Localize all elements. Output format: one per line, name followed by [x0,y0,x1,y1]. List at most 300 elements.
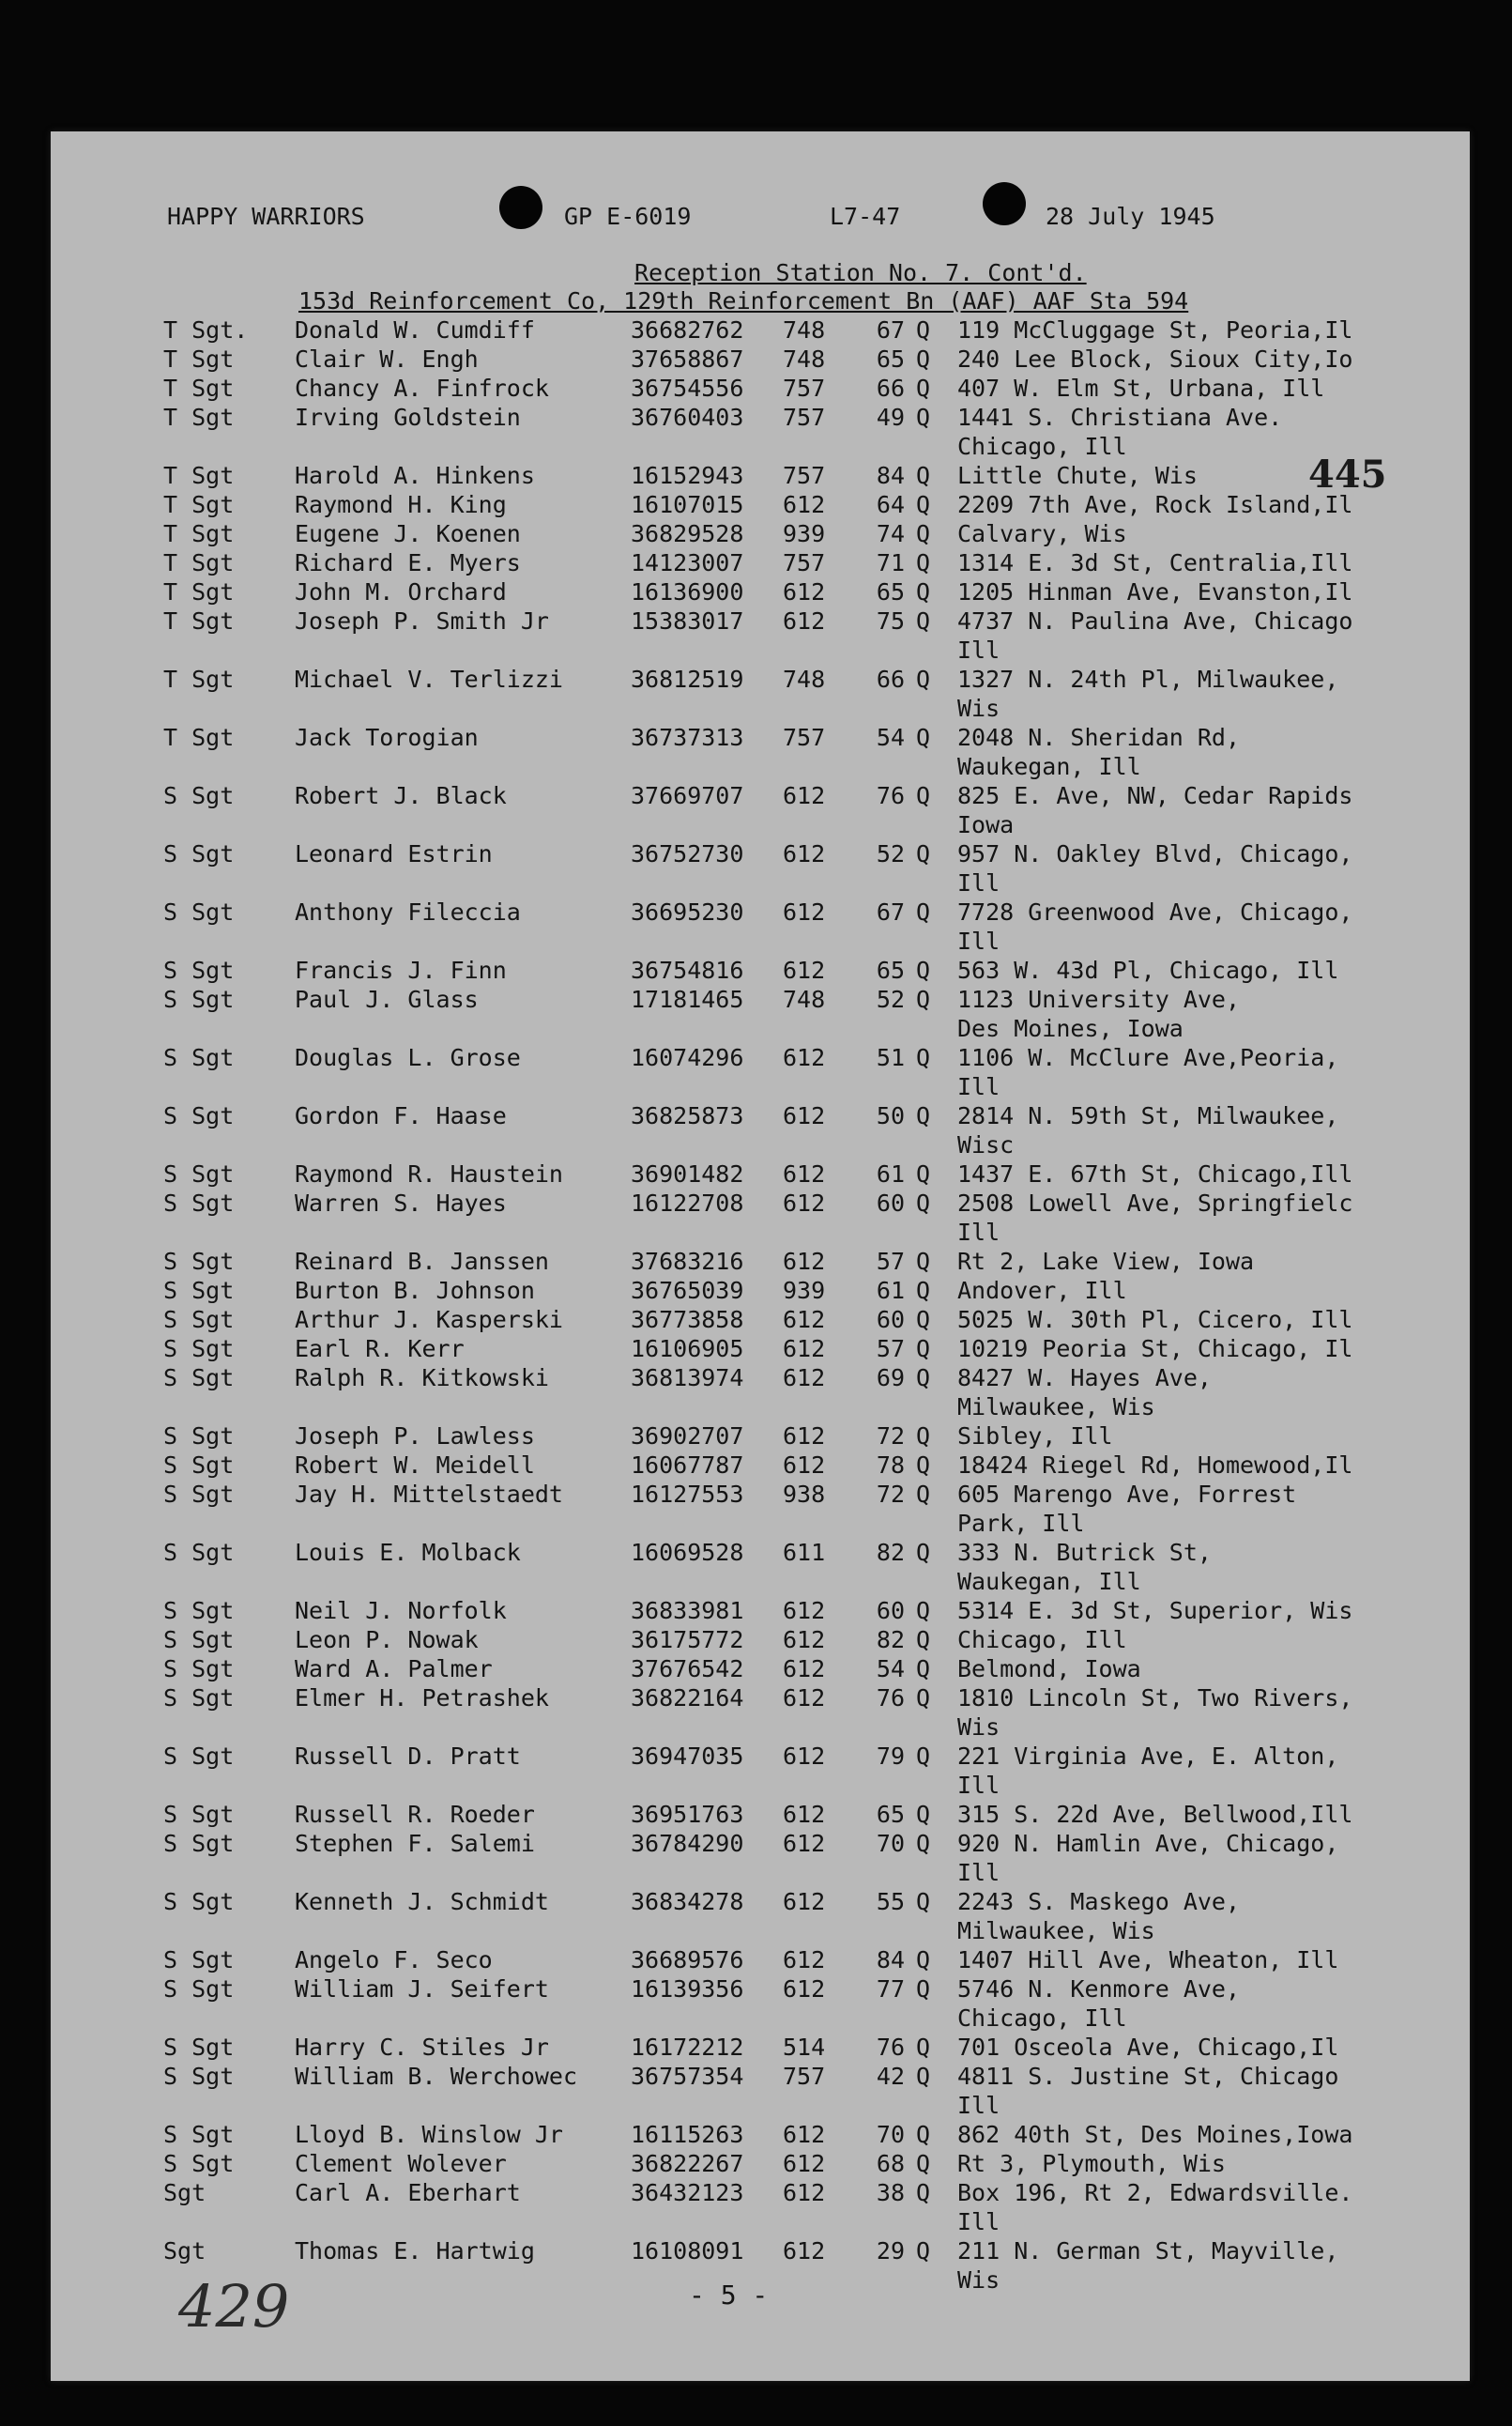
score-cell: 68 [876,2150,905,2177]
address-cell: 211 N. German St, Mayville, [957,2237,1339,2265]
name-cell: Anthony Fileccia [295,898,521,926]
q-cell: Q [916,491,931,518]
address-cell: 7728 Greenwood Ave, Chicago, [957,898,1353,926]
name-cell: Michael V. Terlizzi [295,666,563,693]
serial-cell: 37683216 [631,1248,744,1275]
address-cell-line2: Waukegan, Ill [957,753,1141,780]
address-cell: 18424 Riegel Rd, Homewood,Il [957,1451,1353,1479]
q-cell: Q [916,1684,931,1712]
rank-cell: T Sgt [163,666,235,693]
score-cell: 72 [876,1422,905,1450]
punch-hole [499,186,542,229]
address-cell: Calvary, Wis [957,520,1127,547]
score-cell: 54 [876,1655,905,1682]
rank-cell: S Sgt [163,1102,235,1129]
serial-cell: 16069528 [631,1539,744,1566]
code-cell: 748 [783,666,826,693]
serial-cell: 36833981 [631,1597,744,1624]
address-cell-line2: Ill [957,928,1000,955]
rank-cell: T Sgt [163,520,235,547]
address-cell: 2243 S. Maskego Ave, [957,1888,1241,1915]
code-cell: 612 [783,2237,826,2265]
q-cell: Q [916,666,931,693]
score-cell: 76 [876,2034,905,2061]
name-cell: Ralph R. Kitkowski [295,1364,549,1391]
q-cell: Q [916,1422,931,1450]
name-cell: Joseph P. Smith Jr [295,607,549,635]
q-cell: Q [916,2237,931,2265]
rank-cell: S Sgt [163,1451,235,1479]
name-cell: Thomas E. Hartwig [295,2237,535,2265]
serial-cell: 36737313 [631,724,744,751]
code-cell: 612 [783,1801,826,1828]
score-cell: 74 [876,520,905,547]
name-cell: Louis E. Molback [295,1539,521,1566]
serial-cell: 15383017 [631,607,744,635]
rank-cell: Sgt [163,2179,206,2206]
score-cell: 57 [876,1335,905,1362]
rank-cell: S Sgt [163,1975,235,2003]
q-cell: Q [916,578,931,606]
address-cell: 1437 E. 67th St, Chicago,Ill [957,1160,1353,1188]
rank-cell: T Sgt [163,724,235,751]
address-cell: Sibley, Ill [957,1422,1113,1450]
score-cell: 84 [876,1946,905,1973]
serial-cell: 36822164 [631,1684,744,1712]
serial-cell: 36825873 [631,1102,744,1129]
score-cell: 42 [876,2063,905,2090]
q-cell: Q [916,1888,931,1915]
code-cell: 612 [783,2150,826,2177]
code-cell: 612 [783,1102,826,1129]
rank-cell: S Sgt [163,2063,235,2090]
address-cell: Andover, Ill [957,1277,1127,1304]
q-cell: Q [916,986,931,1013]
rank-cell: S Sgt [163,2034,235,2061]
score-cell: 38 [876,2179,905,2206]
score-cell: 61 [876,1160,905,1188]
serial-cell: 16074296 [631,1044,744,1071]
rank-cell: S Sgt [163,1946,235,1973]
name-cell: William B. Werchowec [295,2063,578,2090]
name-cell: Clair W. Engh [295,345,479,373]
address-cell-line2: Waukegan, Ill [957,1568,1141,1595]
score-cell: 67 [876,316,905,344]
rank-cell: T Sgt [163,578,235,606]
serial-cell: 36765039 [631,1277,744,1304]
code-cell: 757 [783,462,826,489]
serial-cell: 16067787 [631,1451,744,1479]
rank-cell: T Sgt [163,462,235,489]
serial-cell: 16122708 [631,1190,744,1217]
page-number: - 5 - [689,2280,769,2311]
address-cell: 862 40th St, Des Moines,Iowa [957,2121,1353,2148]
address-cell-line2: Wisc [957,1131,1015,1159]
serial-cell: 16172212 [631,2034,744,2061]
table-row [51,2062,1470,2120]
address-cell: Belmond, Iowa [957,1655,1141,1682]
name-cell: Douglas L. Grose [295,1044,521,1071]
rank-cell: T Sgt [163,404,235,431]
address-cell-line2: Wis [957,2266,1000,2294]
address-cell: 240 Lee Block, Sioux City,Io [957,345,1353,373]
table-row [51,606,1470,665]
name-cell: Jay H. Mittelstaedt [295,1481,563,1508]
name-cell: Irving Goldstein [295,404,521,431]
code-cell: 612 [783,1743,826,1770]
serial-cell: 16115263 [631,2121,744,2148]
address-cell-line2: Ill [957,637,1000,664]
code-cell: 612 [783,1888,826,1915]
score-cell: 75 [876,607,905,635]
score-cell: 60 [876,1597,905,1624]
q-cell: Q [916,2121,931,2148]
name-cell: Raymond R. Haustein [295,1160,563,1188]
handwritten-number: 429 [178,2272,290,2341]
q-cell: Q [916,607,931,635]
score-cell: 76 [876,1684,905,1712]
score-cell: 52 [876,986,905,1013]
address-cell-line2: Ill [957,869,1000,897]
address-cell: 1123 University Ave, [957,986,1241,1013]
code-cell: 938 [783,1481,826,1508]
rank-cell: S Sgt [163,2121,235,2148]
address-cell-line2: Ill [957,1219,1000,1246]
rank-cell: S Sgt [163,1190,235,1217]
table-row [51,1974,1470,2033]
name-cell: Jack Torogian [295,724,479,751]
table-row [51,985,1470,1043]
address-cell: 5314 E. 3d St, Superior, Wis [957,1597,1353,1624]
table-row [51,1887,1470,1945]
address-cell-line2: Ill [957,1859,1000,1886]
score-cell: 70 [876,2121,905,2148]
serial-cell: 16108091 [631,2237,744,2265]
score-cell: 64 [876,491,905,518]
table-row [51,1363,1470,1421]
score-cell: 57 [876,1248,905,1275]
code-cell: 939 [783,1277,826,1304]
q-cell: Q [916,1306,931,1333]
serial-cell: 17181465 [631,986,744,1013]
table-row [51,723,1470,781]
rank-cell: S Sgt [163,782,235,809]
score-cell: 71 [876,549,905,576]
score-cell: 77 [876,1975,905,2003]
code-cell: 748 [783,986,826,1013]
score-cell: 67 [876,898,905,926]
address-cell: 957 N. Oakley Blvd, Chicago, [957,840,1353,868]
q-cell: Q [916,549,931,576]
code-cell: 612 [783,1975,826,2003]
name-cell: Earl R. Kerr [295,1335,465,1362]
code-cell: 612 [783,1597,826,1624]
code-cell: 612 [783,1655,826,1682]
table-row [51,898,1470,956]
code-cell: 757 [783,549,826,576]
q-cell: Q [916,345,931,373]
code-cell: 757 [783,404,826,431]
reception-station-line: Reception Station No. 7. Cont'd. [634,259,1087,286]
code-cell: 514 [783,2034,826,2061]
address-cell-line2: Milwaukee, Wis [957,1917,1155,1944]
code-cell: 612 [783,1248,826,1275]
header-code: L7-47 [830,203,901,230]
rank-cell: S Sgt [163,1655,235,1682]
address-cell: 920 N. Hamlin Ave, Chicago, [957,1830,1339,1857]
serial-cell: 16136900 [631,578,744,606]
address-cell: 1106 W. McClure Ave,Peoria, [957,1044,1339,1071]
code-cell: 611 [783,1539,826,1566]
address-cell-line2: Chicago, Ill [957,433,1127,460]
rank-cell: S Sgt [163,986,235,1013]
score-cell: 54 [876,724,905,751]
q-cell: Q [916,898,931,926]
serial-cell: 36757354 [631,2063,744,2090]
score-cell: 60 [876,1306,905,1333]
address-cell-line2: Park, Ill [957,1510,1085,1537]
rank-cell: S Sgt [163,1364,235,1391]
address-cell: 2814 N. 59th St, Milwaukee, [957,1102,1339,1129]
code-cell: 939 [783,520,826,547]
q-cell: Q [916,1655,931,1682]
address-cell: Box 196, Rt 2, Edwardsville. [957,2179,1353,2206]
serial-cell: 36951763 [631,1801,744,1828]
serial-cell: 16127553 [631,1481,744,1508]
table-row [51,1480,1470,1538]
code-cell: 612 [783,1946,826,1973]
table-row [51,1043,1470,1101]
code-cell: 612 [783,1044,826,1071]
rank-cell: S Sgt [163,1335,235,1362]
serial-cell: 36695230 [631,898,744,926]
rank-cell: T Sgt [163,491,235,518]
table-row [51,781,1470,839]
q-cell: Q [916,1102,931,1129]
address-cell: 5025 W. 30th Pl, Cicero, Ill [957,1306,1353,1333]
table-row [51,1189,1470,1247]
q-cell: Q [916,1539,931,1566]
rank-cell: S Sgt [163,1539,235,1566]
name-cell: Leonard Estrin [295,840,493,868]
code-cell: 612 [783,782,826,809]
score-cell: 79 [876,1743,905,1770]
serial-cell: 36754556 [631,375,744,402]
punch-hole [983,182,1026,225]
code-cell: 612 [783,1306,826,1333]
score-cell: 69 [876,1364,905,1391]
name-cell: Warren S. Hayes [295,1190,507,1217]
serial-cell: 36822267 [631,2150,744,2177]
name-cell: Leon P. Nowak [295,1626,479,1653]
serial-cell: 37669707 [631,782,744,809]
serial-cell: 16107015 [631,491,744,518]
code-cell: 612 [783,1830,826,1857]
address-cell-line2: Iowa [957,811,1015,838]
q-cell: Q [916,404,931,431]
serial-cell: 36760403 [631,404,744,431]
serial-cell: 36432123 [631,2179,744,2206]
q-cell: Q [916,1248,931,1275]
code-cell: 612 [783,1335,826,1362]
code-cell: 757 [783,724,826,751]
address-cell-line2: Des Moines, Iowa [957,1015,1184,1042]
serial-cell: 37658867 [631,345,744,373]
q-cell: Q [916,1190,931,1217]
rank-cell: T Sgt [163,549,235,576]
address-cell-line2: Wis [957,1713,1000,1741]
q-cell: Q [916,1626,931,1653]
address-cell: 5746 N. Kenmore Ave, [957,1975,1241,2003]
q-cell: Q [916,2034,931,2061]
serial-cell: 14123007 [631,549,744,576]
score-cell: 65 [876,1801,905,1828]
score-cell: 82 [876,1626,905,1653]
address-cell: 605 Marengo Ave, Forrest [957,1481,1297,1508]
name-cell: Kenneth J. Schmidt [295,1888,549,1915]
name-cell: William J. Seifert [295,1975,549,2003]
name-cell: Harold A. Hinkens [295,462,535,489]
score-cell: 82 [876,1539,905,1566]
address-cell: 1407 Hill Ave, Wheaton, Ill [957,1946,1339,1973]
serial-cell: 36834278 [631,1888,744,1915]
serial-cell: 36812519 [631,666,744,693]
q-cell: Q [916,1335,931,1362]
serial-cell: 37676542 [631,1655,744,1682]
name-cell: Chancy A. Finfrock [295,375,549,402]
header-gp: GP E-6019 [564,203,692,230]
score-cell: 65 [876,578,905,606]
serial-cell: 36682762 [631,316,744,344]
address-cell: 4811 S. Justine St, Chicago [957,2063,1339,2090]
address-cell-line2: Ill [957,2092,1000,2119]
q-cell: Q [916,1277,931,1304]
code-cell: 612 [783,1422,826,1450]
table-row [51,1101,1470,1159]
serial-cell: 36689576 [631,1946,744,1973]
name-cell: Paul J. Glass [295,986,479,1013]
address-cell: 8427 W. Hayes Ave, [957,1364,1212,1391]
name-cell: John M. Orchard [295,578,507,606]
score-cell: 51 [876,1044,905,1071]
q-cell: Q [916,1451,931,1479]
serial-cell: 16106905 [631,1335,744,1362]
rank-cell: S Sgt [163,1743,235,1770]
table-row [51,1829,1470,1887]
q-cell: Q [916,1160,931,1188]
rank-cell: S Sgt [163,1248,235,1275]
rank-cell: S Sgt [163,1888,235,1915]
code-cell: 612 [783,1364,826,1391]
name-cell: Arthur J. Kasperski [295,1306,563,1333]
name-cell: Lloyd B. Winslow Jr [295,2121,563,2148]
address-cell: 1810 Lincoln St, Two Rivers, [957,1684,1353,1712]
address-cell-line2: Ill [957,1073,1000,1100]
address-cell: 10219 Peoria St, Chicago, Il [957,1335,1353,1362]
header-date: 28 July 1945 [1046,203,1215,230]
serial-cell: 36902707 [631,1422,744,1450]
serial-cell: 36754816 [631,957,744,984]
serial-cell: 36773858 [631,1306,744,1333]
rank-cell: S Sgt [163,898,235,926]
name-cell: Angelo F. Seco [295,1946,493,1973]
address-cell: 1441 S. Christiana Ave. [957,404,1283,431]
rank-cell: S Sgt [163,1422,235,1450]
code-cell: 612 [783,491,826,518]
score-cell: 66 [876,375,905,402]
rank-cell: T Sgt [163,375,235,402]
q-cell: Q [916,1830,931,1857]
code-cell: 757 [783,375,826,402]
stamp-number: 445 [1308,453,1387,497]
score-cell: 60 [876,1190,905,1217]
address-cell: 315 S. 22d Ave, Bellwood,Ill [957,1801,1353,1828]
table-row [51,1683,1470,1742]
code-cell: 612 [783,898,826,926]
table-row [51,403,1470,461]
table-row [51,1742,1470,1800]
address-cell: 333 N. Butrick St, [957,1539,1212,1566]
serial-cell: 36784290 [631,1830,744,1857]
rank-cell: S Sgt [163,1160,235,1188]
address-cell: 825 E. Ave, NW, Cedar Rapids [957,782,1353,809]
q-cell: Q [916,957,931,984]
code-cell: 612 [783,2121,826,2148]
code-cell: 612 [783,607,826,635]
name-cell: Gordon F. Haase [295,1102,507,1129]
rank-cell: S Sgt [163,1481,235,1508]
name-cell: Clement Wolever [295,2150,507,2177]
address-cell: 221 Virginia Ave, E. Alton, [957,1743,1339,1770]
q-cell: Q [916,782,931,809]
q-cell: Q [916,1597,931,1624]
name-cell: Russell R. Roeder [295,1801,535,1828]
code-cell: 612 [783,840,826,868]
score-cell: 55 [876,1888,905,1915]
score-cell: 70 [876,1830,905,1857]
address-cell: 1327 N. 24th Pl, Milwaukee, [957,666,1339,693]
name-cell: Carl A. Eberhart [295,2179,521,2206]
serial-cell: 36829528 [631,520,744,547]
code-cell: 612 [783,1451,826,1479]
serial-cell: 36813974 [631,1364,744,1391]
rank-cell: S Sgt [163,1277,235,1304]
code-cell: 612 [783,957,826,984]
rank-cell: S Sgt [163,957,235,984]
address-cell: 2209 7th Ave, Rock Island,Il [957,491,1353,518]
unit-line: 153d Reinforcement Co, 129th Reinforcement Bn (AAF) AAF Sta 594 [298,287,1189,315]
address-cell: Rt 3, Plymouth, Wis [957,2150,1226,2177]
q-cell: Q [916,2150,931,2177]
name-cell: Joseph P. Lawless [295,1422,535,1450]
score-cell: 65 [876,345,905,373]
code-cell: 748 [783,345,826,373]
name-cell: Ward A. Palmer [295,1655,493,1682]
table-row [51,1538,1470,1596]
name-cell: Harry C. Stiles Jr [295,2034,549,2061]
code-cell: 612 [783,1160,826,1188]
score-cell: 72 [876,1481,905,1508]
q-cell: Q [916,840,931,868]
name-cell: Eugene J. Koenen [295,520,521,547]
name-cell: Stephen F. Salemi [295,1830,535,1857]
code-cell: 748 [783,316,826,344]
score-cell: 78 [876,1451,905,1479]
rank-cell: S Sgt [163,1597,235,1624]
address-cell: 563 W. 43d Pl, Chicago, Ill [957,957,1339,984]
q-cell: Q [916,1044,931,1071]
name-cell: Elmer H. Petrashek [295,1684,549,1712]
